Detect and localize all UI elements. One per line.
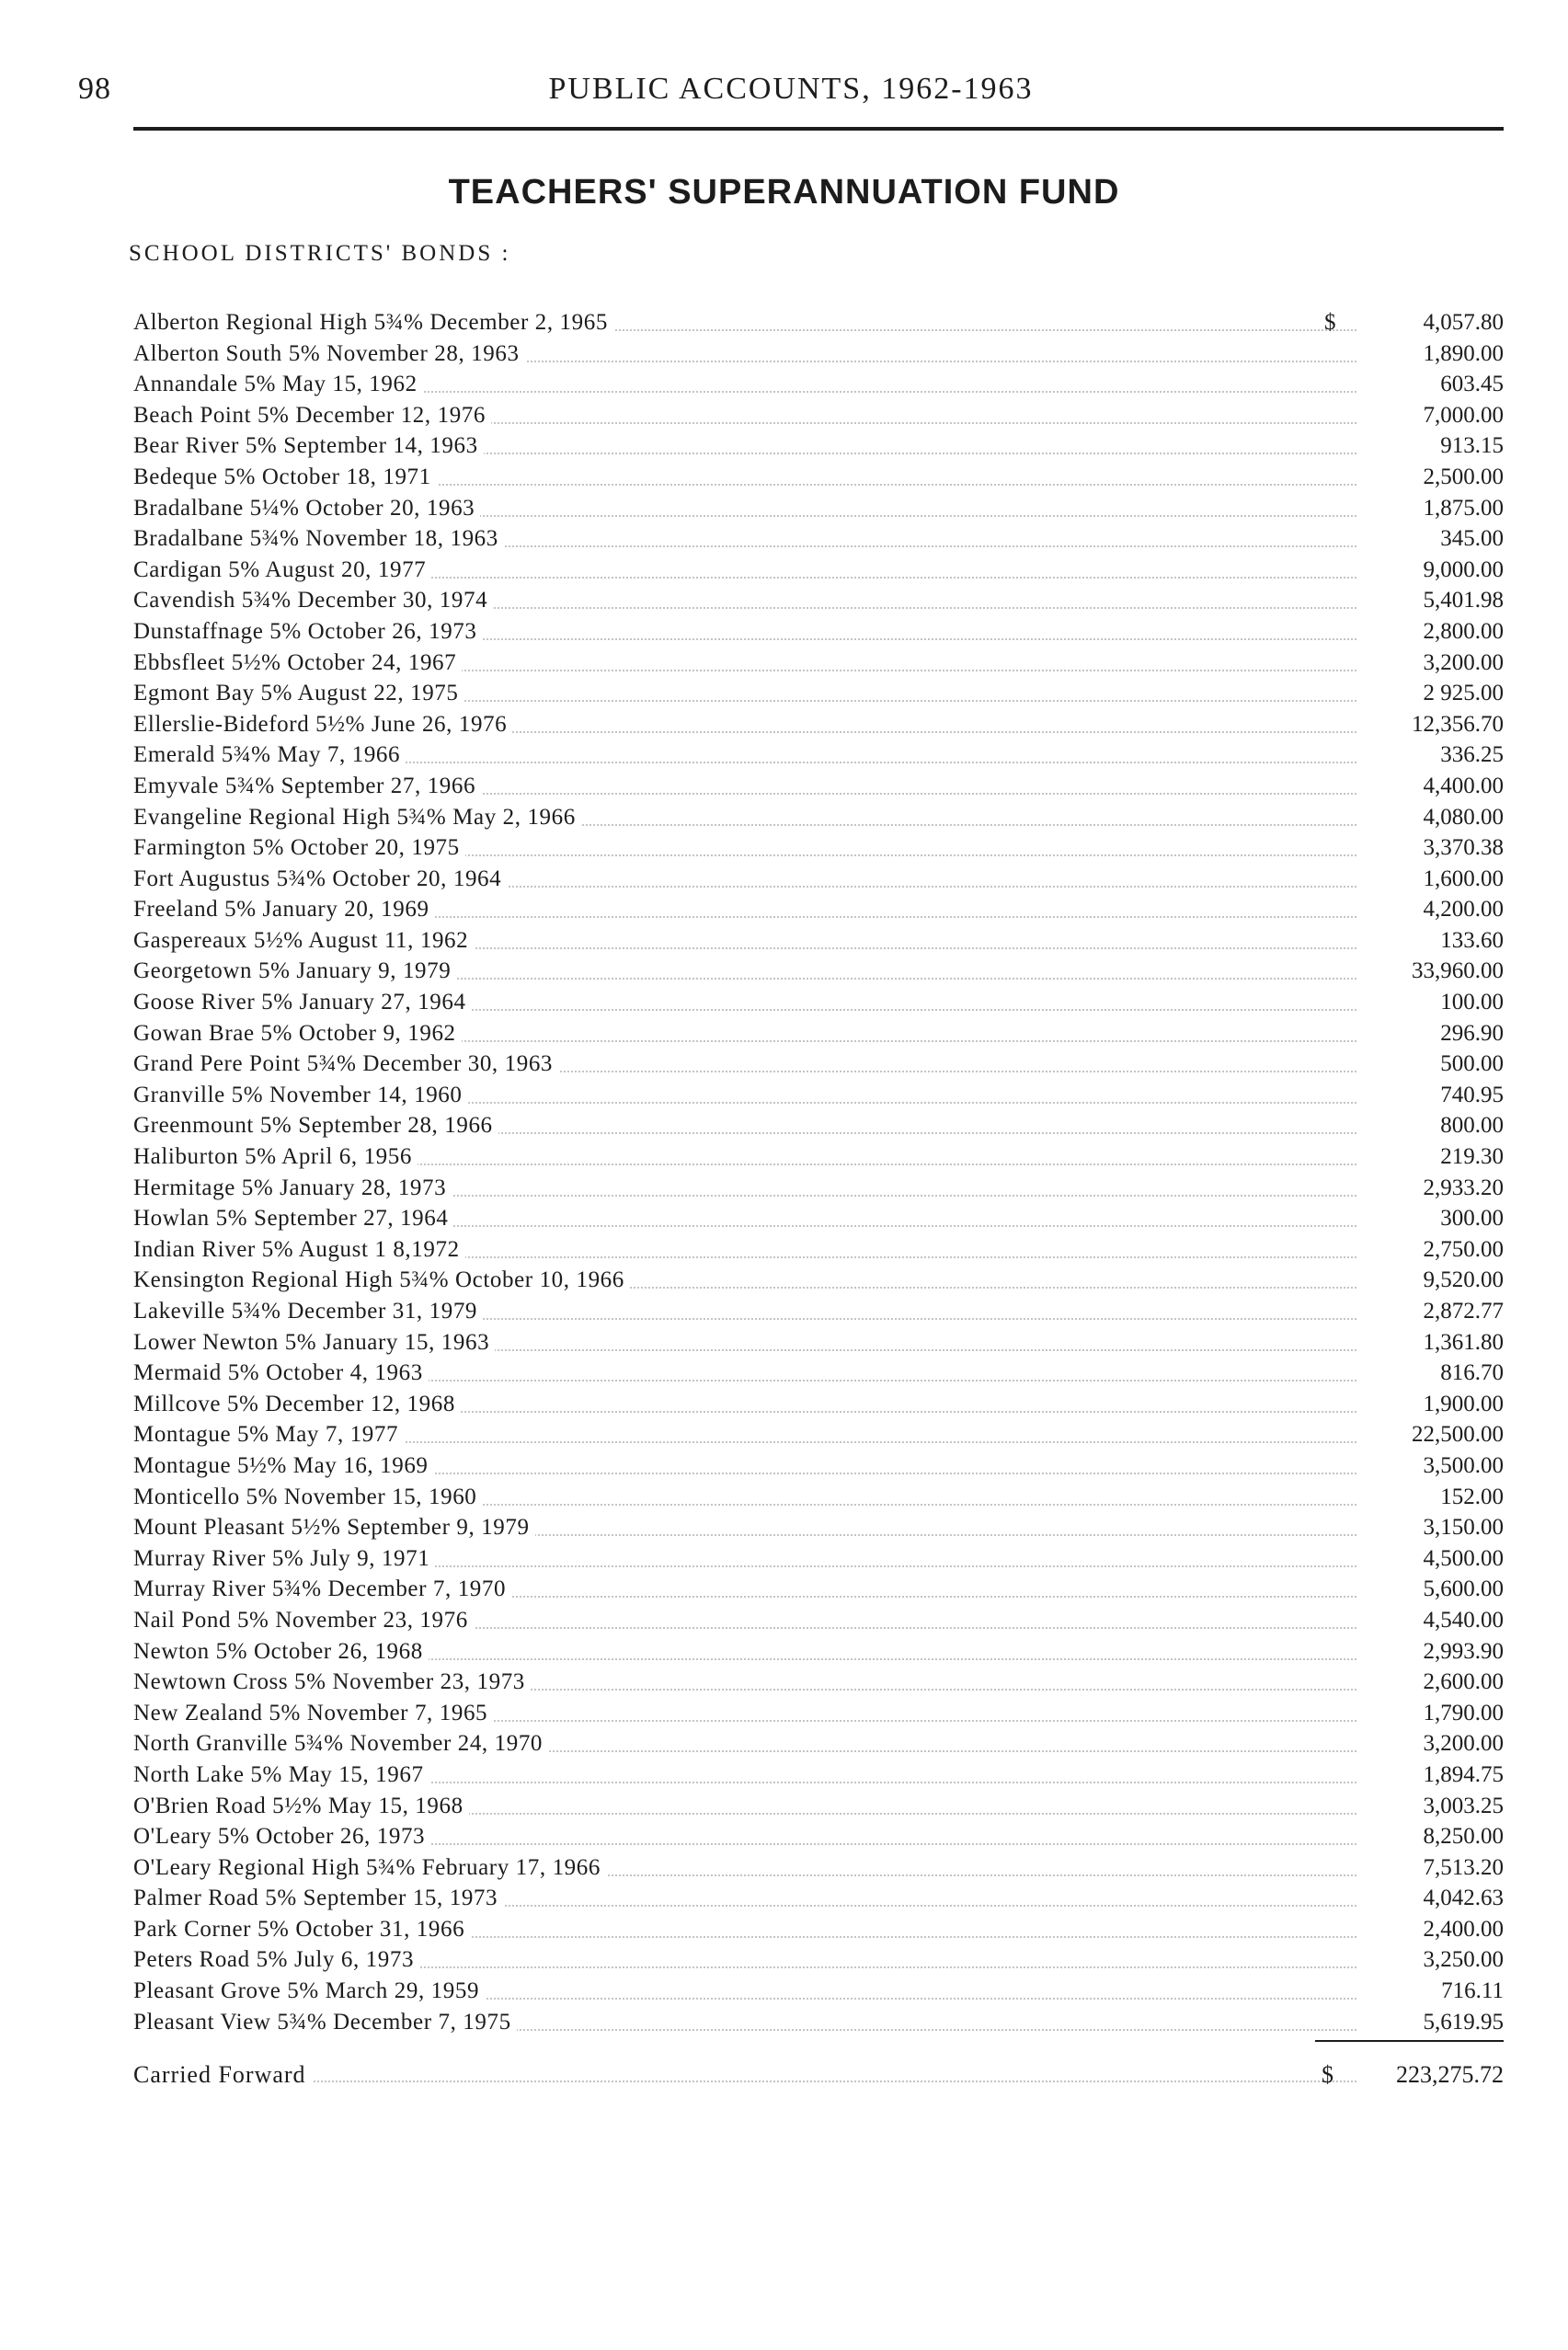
bond-amount: 33,960.00 <box>1412 958 1504 984</box>
bond-amount: 4,042.63 <box>1423 1886 1504 1911</box>
bond-row <box>133 925 1504 957</box>
bond-row <box>133 1852 1504 1884</box>
bond-description: Haliburton 5% April 6, 1956 <box>133 1141 418 1173</box>
bond-amount: 1,890.00 <box>1423 340 1504 366</box>
bond-description: Freeland 5% January 20, 1969 <box>133 894 435 925</box>
bond-amount: 12,356.70 <box>1412 711 1504 737</box>
bond-row <box>133 338 1504 370</box>
bond-row <box>133 1018 1504 1049</box>
bond-row <box>133 1698 1504 1729</box>
bond-amount: 9,000.00 <box>1423 556 1504 582</box>
bond-amount: 716.11 <box>1441 1978 1504 2004</box>
bond-description: Gaspereaux 5½% August 11, 1962 <box>133 925 474 957</box>
bond-row <box>133 771 1504 802</box>
bond-row <box>133 400 1504 431</box>
carried-forward-label: Carried Forward <box>133 2058 312 2092</box>
bond-description: North Granville 5¾% November 24, 1970 <box>133 1728 548 1760</box>
page-number: 98 <box>78 72 111 106</box>
bond-amount: 133.60 <box>1440 927 1504 953</box>
bond-amount: 1,894.75 <box>1423 1761 1504 1787</box>
bond-row <box>133 648 1504 679</box>
bond-row <box>133 678 1504 709</box>
bond-row <box>133 555 1504 586</box>
dot-leader <box>133 2081 1356 2082</box>
bond-row <box>133 462 1504 493</box>
bond-row <box>133 1049 1504 1080</box>
bond-row <box>133 493 1504 524</box>
bond-amount: 1,875.00 <box>1423 495 1504 521</box>
bond-row <box>133 1234 1504 1266</box>
bond-amount: 219.30 <box>1440 1144 1504 1170</box>
bond-row <box>133 987 1504 1018</box>
bond-row <box>133 1667 1504 1698</box>
currency-symbol: $ <box>1324 310 1336 335</box>
bond-description: Mermaid 5% October 4, 1963 <box>133 1358 429 1389</box>
bond-row <box>133 1203 1504 1234</box>
bond-row <box>133 1728 1504 1760</box>
bond-row <box>133 1574 1504 1605</box>
bond-description: Emerald 5¾% May 7, 1966 <box>133 739 406 771</box>
bond-amount: 3,250.00 <box>1423 1947 1504 1973</box>
bond-amount: 9,520.00 <box>1423 1267 1504 1293</box>
bond-description: New Zealand 5% November 7, 1965 <box>133 1698 493 1729</box>
bond-row <box>133 1944 1504 1976</box>
bond-amount: 5,600.00 <box>1423 1576 1504 1602</box>
bond-description: Evangeline Regional High 5¾% May 2, 1966 <box>133 802 581 833</box>
bond-description: O'Leary Regional High 5¾% February 17, 1966 <box>133 1852 606 1884</box>
bond-description: Fort Augustus 5¾% October 20, 1964 <box>133 864 507 895</box>
bond-description: Cavendish 5¾% December 30, 1974 <box>133 585 493 616</box>
bond-description: Emyvale 5¾% September 27, 1966 <box>133 771 481 802</box>
bond-description: Montague 5½% May 16, 1969 <box>133 1450 434 1482</box>
bond-amount: 4,500.00 <box>1423 1545 1504 1571</box>
section-heading: SCHOOL DISTRICTS' BONDS : <box>129 241 511 266</box>
bond-amount: 1,900.00 <box>1423 1391 1504 1416</box>
bond-description: Murray River 5¾% December 7, 1970 <box>133 1574 511 1605</box>
running-title: PUBLIC ACCOUNTS, 1962-1963 <box>548 72 1034 106</box>
bond-amount: 152.00 <box>1440 1484 1504 1509</box>
bond-row <box>133 1636 1504 1668</box>
bond-amount: 2,600.00 <box>1423 1669 1504 1695</box>
bond-description: Pleasant Grove 5% March 29, 1959 <box>133 1976 485 2007</box>
bond-description: O'Brien Road 5½% May 15, 1968 <box>133 1791 469 1822</box>
bond-row <box>133 1296 1504 1327</box>
bond-row <box>133 709 1504 740</box>
bond-description: Gowan Brae 5% October 9, 1962 <box>133 1018 462 1049</box>
bond-amount: 2,800.00 <box>1423 618 1504 644</box>
bond-description: Montague 5% May 7, 1977 <box>133 1419 404 1450</box>
bond-row <box>133 1265 1504 1296</box>
bond-description: O'Leary 5% October 26, 1973 <box>133 1821 430 1852</box>
bond-description: Millcove 5% December 12, 1968 <box>133 1389 461 1420</box>
bond-row <box>133 1760 1504 1791</box>
bond-description: Granville 5% November 14, 1960 <box>133 1080 468 1111</box>
page-header <box>78 64 1504 120</box>
bond-description: Lakeville 5¾% December 31, 1979 <box>133 1296 483 1327</box>
bond-row <box>133 1791 1504 1822</box>
bond-amount: 2,500.00 <box>1423 464 1504 489</box>
bond-description: Grand Pere Point 5¾% December 30, 1963 <box>133 1049 558 1080</box>
bond-amount: 4,080.00 <box>1423 804 1504 830</box>
bond-amount: 336.25 <box>1440 742 1504 768</box>
bond-description: Park Corner 5% October 31, 1966 <box>133 1914 470 1945</box>
bond-amount: 1,600.00 <box>1423 865 1504 891</box>
bond-row <box>133 1419 1504 1450</box>
bond-row <box>133 2007 1504 2038</box>
bond-amount: 2,750.00 <box>1423 1236 1504 1262</box>
bond-amount: 1,790.00 <box>1423 1700 1504 1725</box>
bond-description: Georgetown 5% January 9, 1979 <box>133 956 456 987</box>
bond-description: Bradalbane 5¼% October 20, 1963 <box>133 493 480 524</box>
bond-amount: 3,150.00 <box>1423 1515 1504 1541</box>
bond-row <box>133 1358 1504 1389</box>
bond-description: Greenmount 5% September 28, 1966 <box>133 1110 498 1141</box>
bond-amount: 816.70 <box>1440 1360 1504 1386</box>
bond-row <box>133 1883 1504 1914</box>
bond-row <box>133 1543 1504 1575</box>
bond-description: Goose River 5% January 27, 1964 <box>133 987 472 1018</box>
bond-description: Palmer Road 5% September 15, 1973 <box>133 1883 503 1914</box>
bond-amount: 500.00 <box>1440 1051 1504 1077</box>
bond-amount: 5,401.98 <box>1423 588 1504 613</box>
bond-amount: 3,003.25 <box>1423 1793 1504 1818</box>
header-rule <box>133 127 1504 131</box>
bond-row <box>133 1605 1504 1636</box>
bond-amount: 4,540.00 <box>1423 1607 1504 1633</box>
bond-amount: 7,000.00 <box>1423 402 1504 428</box>
bond-amount: 3,200.00 <box>1423 649 1504 675</box>
bond-row <box>133 864 1504 895</box>
bond-row <box>133 1512 1504 1543</box>
fund-title: TEACHERS' SUPERANNUATION FUND <box>448 173 1120 212</box>
bond-amount: 4,057.80 <box>1423 310 1504 335</box>
bond-description: Annandale 5% May 15, 1962 <box>133 369 423 400</box>
bond-amount: 5,619.95 <box>1423 2009 1504 2035</box>
bond-amount: 2,400.00 <box>1423 1916 1504 1942</box>
bond-description: Hermitage 5% January 28, 1973 <box>133 1173 452 1204</box>
bond-row <box>133 1482 1504 1513</box>
bond-row <box>133 802 1504 833</box>
bond-row <box>133 1080 1504 1111</box>
bond-amount: 8,250.00 <box>1423 1824 1504 1850</box>
bond-amount: 7,513.20 <box>1423 1854 1504 1880</box>
bond-amount: 345.00 <box>1440 526 1504 552</box>
bond-description: Alberton Regional High 5¾% December 2, 1965 <box>133 307 613 338</box>
bond-description: Bear River 5% September 14, 1963 <box>133 430 484 462</box>
bond-row <box>133 1110 1504 1141</box>
bond-description: Nail Pond 5% November 23, 1976 <box>133 1605 474 1636</box>
bond-row <box>133 1914 1504 1945</box>
bond-description: Bedeque 5% October 18, 1971 <box>133 462 437 493</box>
carried-forward-amount: 223,275.72 <box>1396 2061 1504 2088</box>
bond-description: Monticello 5% November 15, 1960 <box>133 1482 482 1513</box>
bond-amount: 3,370.38 <box>1423 835 1504 861</box>
bond-amount: 2 925.00 <box>1423 681 1504 706</box>
bond-description: Newtown Cross 5% November 23, 1973 <box>133 1667 531 1698</box>
bond-description: Howlan 5% September 27, 1964 <box>133 1203 453 1234</box>
bond-description: Kensington Regional High 5¾% October 10, 1966 <box>133 1265 630 1296</box>
bond-description: Mount Pleasant 5½% September 9, 1979 <box>133 1512 535 1543</box>
bond-amount: 800.00 <box>1440 1113 1504 1139</box>
bond-amount: 22,500.00 <box>1412 1422 1504 1448</box>
bond-amount: 2,993.90 <box>1423 1638 1504 1664</box>
bond-amount: 300.00 <box>1440 1206 1504 1232</box>
bond-list <box>133 307 1504 2037</box>
bond-description: Bradalbane 5¾% November 18, 1963 <box>133 523 504 555</box>
bond-row <box>133 1173 1504 1204</box>
bond-amount: 2,933.20 <box>1423 1175 1504 1200</box>
bond-amount: 3,500.00 <box>1423 1452 1504 1478</box>
bond-row <box>133 1141 1504 1173</box>
bond-amount: 913.15 <box>1440 433 1504 459</box>
bond-description: Dunstaffnage 5% October 26, 1973 <box>133 616 483 648</box>
bond-amount: 2,872.77 <box>1423 1299 1504 1324</box>
bond-row <box>133 956 1504 987</box>
bond-amount: 603.45 <box>1440 372 1504 397</box>
bond-description: Ellerslie-Bideford 5½% June 26, 1976 <box>133 709 512 740</box>
bond-description: Pleasant View 5¾% December 7, 1975 <box>133 2007 517 2038</box>
bond-description: Cardigan 5% August 20, 1977 <box>133 555 431 586</box>
bond-row <box>133 1327 1504 1358</box>
bond-description: Egmont Bay 5% August 22, 1975 <box>133 678 464 709</box>
bond-row <box>133 1389 1504 1420</box>
bond-row <box>133 523 1504 555</box>
bond-description: Newton 5% October 26, 1968 <box>133 1636 429 1668</box>
bond-row <box>133 616 1504 648</box>
bond-row <box>133 369 1504 400</box>
bond-amount: 100.00 <box>1440 990 1504 1015</box>
bond-description: Alberton South 5% November 28, 1963 <box>133 338 525 370</box>
bond-description: Farmington 5% October 20, 1975 <box>133 832 465 864</box>
bond-description: Ebbsfleet 5½% October 24, 1967 <box>133 648 462 679</box>
currency-symbol: $ <box>1322 2061 1333 2088</box>
bond-description: Lower Newton 5% January 15, 1963 <box>133 1327 495 1358</box>
bond-amount: 4,200.00 <box>1423 897 1504 923</box>
bond-row <box>133 832 1504 864</box>
bond-row <box>133 739 1504 771</box>
bond-row <box>133 894 1504 925</box>
bond-description: Beach Point 5% December 12, 1976 <box>133 400 491 431</box>
bond-amount: 3,200.00 <box>1423 1731 1504 1757</box>
bond-description: North Lake 5% May 15, 1967 <box>133 1760 429 1791</box>
bond-description: Indian River 5% August 1 8,1972 <box>133 1234 465 1266</box>
bond-description: Murray River 5% July 9, 1971 <box>133 1543 435 1575</box>
bond-amount: 1,361.80 <box>1423 1329 1504 1355</box>
bond-description: Peters Road 5% July 6, 1973 <box>133 1944 419 1976</box>
total-rule <box>1315 2040 1504 2042</box>
carried-forward-row <box>133 2058 1504 2092</box>
bond-row <box>133 430 1504 462</box>
bond-row <box>133 1821 1504 1852</box>
bond-amount: 740.95 <box>1440 1082 1504 1107</box>
bond-amount: 4,400.00 <box>1423 773 1504 798</box>
bond-row <box>133 1976 1504 2007</box>
bond-row <box>133 585 1504 616</box>
bond-row <box>133 1450 1504 1482</box>
bond-amount: 296.90 <box>1440 1020 1504 1046</box>
bond-row <box>133 307 1504 338</box>
